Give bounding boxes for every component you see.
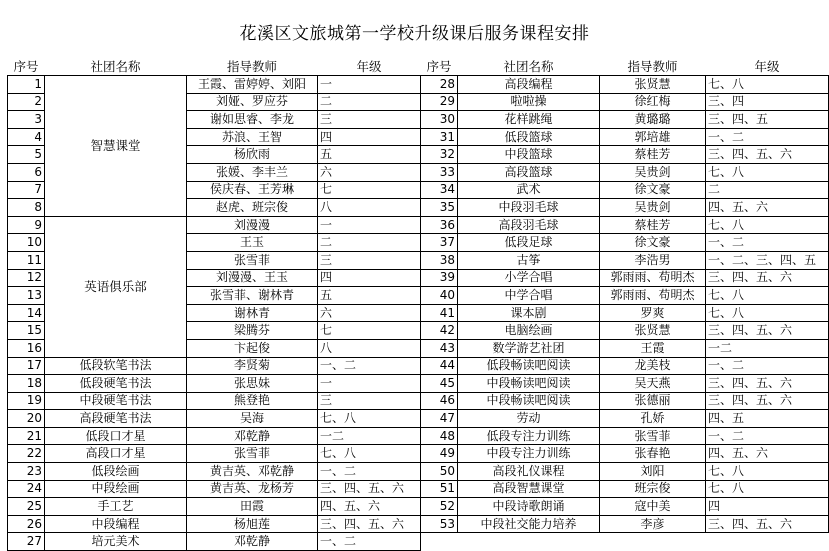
grade-value: 三、四、五、六	[706, 392, 829, 410]
grade-value: 三	[318, 111, 421, 129]
club-name: 高段编程	[458, 76, 600, 94]
club-name-merged: 智慧课堂	[45, 76, 187, 217]
teacher-name: 龙美枝	[600, 357, 706, 375]
club-name: 中段篮球	[458, 146, 600, 164]
club-name: 低段软笔书法	[45, 357, 187, 375]
table-row	[8, 427, 829, 445]
table-body	[8, 57, 829, 551]
teacher-name: 张贤慧	[600, 76, 706, 94]
teacher-name: 刘阳	[600, 463, 706, 481]
row-number: 16	[8, 339, 45, 357]
table-row	[8, 515, 829, 533]
club-name: 武术	[458, 181, 600, 199]
row-number: 49	[421, 445, 458, 463]
header-club: 社团名称	[503, 58, 554, 74]
row-number: 18	[8, 375, 45, 393]
teacher-name: 郭雨雨、苟明杰	[600, 287, 706, 305]
club-name: 低段足球	[458, 234, 600, 252]
grade-value: 一	[318, 216, 421, 234]
club-name: 小学合唱	[458, 269, 600, 287]
row-number: 43	[421, 339, 458, 357]
grade-value: 四	[318, 128, 421, 146]
club-name: 花样跳绳	[458, 111, 600, 129]
header-teacher: 指导教师	[226, 58, 277, 74]
grade-value: 四、五、六	[706, 199, 829, 217]
row-number: 14	[8, 304, 45, 322]
grade-value: 一、二	[706, 234, 829, 252]
row-number: 46	[421, 392, 458, 410]
row-number: 45	[421, 375, 458, 393]
teacher-name: 王霞、雷婷婷、刘阳	[187, 76, 318, 94]
grade-value: 二	[318, 234, 421, 252]
empty-cell	[706, 533, 829, 551]
club-name: 高段篮球	[458, 163, 600, 181]
grade-value: 三、四、五、六	[706, 269, 829, 287]
row-number: 7	[8, 181, 45, 199]
club-name: 高段羽毛球	[458, 216, 600, 234]
table-row	[8, 463, 829, 481]
grade-value: 七、八	[706, 463, 829, 481]
row-number: 10	[8, 234, 45, 252]
teacher-name: 谢如思睿、李龙	[187, 111, 318, 129]
row-number: 39	[421, 269, 458, 287]
club-name: 高段智慧课堂	[458, 480, 600, 498]
grade-value: 五	[318, 146, 421, 164]
schedule-table	[7, 57, 829, 551]
row-number: 9	[8, 216, 45, 234]
row-number: 32	[421, 146, 458, 164]
teacher-name: 邓乾静	[187, 427, 318, 445]
teacher-name: 杨旭莲	[187, 515, 318, 533]
teacher-name: 张雪菲、谢林青	[187, 287, 318, 305]
page-title: 花溪区文旅城第一学校升级课后服务课程安排	[239, 24, 590, 44]
table-row	[8, 216, 829, 234]
row-number: 25	[8, 498, 45, 516]
row-number: 1	[8, 76, 45, 94]
teacher-name: 刘漫漫	[187, 216, 318, 234]
teacher-name: 张贤慧	[600, 322, 706, 340]
teacher-name: 蔡桂芳	[600, 216, 706, 234]
row-number: 29	[421, 93, 458, 111]
grade-value: 二	[706, 181, 829, 199]
grade-value: 七、八	[318, 445, 421, 463]
table-row	[8, 410, 829, 428]
row-number: 26	[8, 515, 45, 533]
teacher-name: 郭雨雨、苟明杰	[600, 269, 706, 287]
grade-value: 一	[318, 375, 421, 393]
row-number: 15	[8, 322, 45, 340]
club-name: 手工艺	[45, 498, 187, 516]
row-number: 34	[421, 181, 458, 199]
grade-value: 四	[318, 269, 421, 287]
club-name: 中段编程	[45, 515, 187, 533]
grade-value: 三	[318, 392, 421, 410]
teacher-name: 徐文豪	[600, 181, 706, 199]
club-name: 高段礼仪课程	[458, 463, 600, 481]
club-name: 中段羽毛球	[458, 199, 600, 217]
teacher-name: 吴海	[187, 410, 318, 428]
empty-cell	[458, 533, 600, 551]
table-row	[8, 392, 829, 410]
row-number: 17	[8, 357, 45, 375]
row-number: 27	[8, 533, 45, 551]
club-name: 中段畅读吧阅读	[458, 375, 600, 393]
row-number: 8	[8, 199, 45, 217]
club-name: 高段硬笔书法	[45, 410, 187, 428]
header-teacher: 指导教师	[627, 58, 678, 74]
teacher-name: 刘漫漫、王玉	[187, 269, 318, 287]
grade-value: 七、八	[706, 216, 829, 234]
grade-value: 五	[318, 287, 421, 305]
grade-value: 三、四	[706, 93, 829, 111]
teacher-name: 张雪菲	[187, 445, 318, 463]
grade-value: 一二	[318, 427, 421, 445]
grade-value: 八	[318, 199, 421, 217]
teacher-name: 张德丽	[600, 392, 706, 410]
grade-value: 七、八	[706, 287, 829, 305]
teacher-name: 谢林青	[187, 304, 318, 322]
grade-value: 一、二	[706, 128, 829, 146]
club-name: 中段绘画	[45, 480, 187, 498]
header-seq: 序号	[426, 58, 452, 74]
row-number: 41	[421, 304, 458, 322]
grade-value: 七、八	[706, 480, 829, 498]
header-seq: 序号	[13, 58, 39, 74]
header-row	[8, 57, 829, 76]
row-number: 3	[8, 111, 45, 129]
teacher-name: 徐文豪	[600, 234, 706, 252]
grade-value: 一、二	[318, 463, 421, 481]
teacher-name: 杨欣雨	[187, 146, 318, 164]
row-number: 42	[421, 322, 458, 340]
club-name: 低段专注力训练	[458, 427, 600, 445]
teacher-name: 张春艳	[600, 445, 706, 463]
teacher-name: 黄吉英、龙杨芳	[187, 480, 318, 498]
empty-cell	[600, 533, 706, 551]
empty-cell	[421, 533, 458, 551]
teacher-name: 王霞	[600, 339, 706, 357]
teacher-name: 徐红梅	[600, 93, 706, 111]
header-club: 社团名称	[90, 58, 141, 74]
grade-value: 三、四、五、六	[706, 322, 829, 340]
club-name: 课本剧	[458, 304, 600, 322]
table-row	[8, 375, 829, 393]
teacher-name: 张雪菲	[600, 427, 706, 445]
row-number: 5	[8, 146, 45, 164]
teacher-name: 黄璐璐	[600, 111, 706, 129]
teacher-name: 侯庆春、王芳琳	[187, 181, 318, 199]
table-row	[8, 445, 829, 463]
club-name: 中段硬笔书法	[45, 392, 187, 410]
teacher-name: 寇中美	[600, 498, 706, 516]
club-name: 啦啦操	[458, 93, 600, 111]
teacher-name: 李贤菊	[187, 357, 318, 375]
club-name: 低段篮球	[458, 128, 600, 146]
grade-value: 一、二	[706, 357, 829, 375]
row-number: 47	[421, 410, 458, 428]
grade-value: 三、四、五	[706, 111, 829, 129]
table-row	[8, 533, 829, 551]
row-number: 19	[8, 392, 45, 410]
grade-value: 六	[318, 163, 421, 181]
grade-value: 一、二	[706, 427, 829, 445]
grade-value: 七、八	[706, 304, 829, 322]
club-name: 高段口才星	[45, 445, 187, 463]
row-number: 50	[421, 463, 458, 481]
row-number: 20	[8, 410, 45, 428]
row-number: 37	[421, 234, 458, 252]
row-number: 35	[421, 199, 458, 217]
club-name: 中段社交能力培养	[458, 515, 600, 533]
grade-value: 四、五、六	[318, 498, 421, 516]
club-name: 数学游艺社团	[458, 339, 600, 357]
teacher-name: 张雪菲	[187, 251, 318, 269]
teacher-name: 吴天燕	[600, 375, 706, 393]
grade-value: 三、四、五、六	[706, 515, 829, 533]
row-number: 52	[421, 498, 458, 516]
teacher-name: 李彦	[600, 515, 706, 533]
grade-value: 七、八	[706, 76, 829, 94]
grade-value: 三、四、五、六	[706, 375, 829, 393]
grade-value: 四、五	[706, 410, 829, 428]
row-number: 12	[8, 269, 45, 287]
teacher-name: 蔡桂芳	[600, 146, 706, 164]
row-number: 31	[421, 128, 458, 146]
grade-value: 七、八	[318, 410, 421, 428]
row-number: 6	[8, 163, 45, 181]
teacher-name: 吴贵剑	[600, 199, 706, 217]
teacher-name: 田霞	[187, 498, 318, 516]
row-number: 28	[421, 76, 458, 94]
table-row	[8, 76, 829, 94]
teacher-name: 黄吉英、邓乾静	[187, 463, 318, 481]
club-name: 培元美术	[45, 533, 187, 551]
row-number: 53	[421, 515, 458, 533]
table-row	[8, 480, 829, 498]
grade-value: 七	[318, 181, 421, 199]
grade-value: 四、五、六	[706, 445, 829, 463]
grade-value: 二	[318, 93, 421, 111]
club-name: 低段口才星	[45, 427, 187, 445]
row-number: 30	[421, 111, 458, 129]
row-number: 21	[8, 427, 45, 445]
teacher-name: 熊登艳	[187, 392, 318, 410]
teacher-name: 孔娇	[600, 410, 706, 428]
club-name: 中学合唱	[458, 287, 600, 305]
row-number: 4	[8, 128, 45, 146]
grade-value: 七、八	[706, 163, 829, 181]
club-name: 低段绘画	[45, 463, 187, 481]
row-number: 48	[421, 427, 458, 445]
row-number: 2	[8, 93, 45, 111]
club-name: 低段畅读吧阅读	[458, 357, 600, 375]
grade-value: 三、四、五、六	[318, 480, 421, 498]
table-row	[8, 357, 829, 375]
grade-value: 三、四、五、六	[706, 146, 829, 164]
teacher-name: 刘娅、罗应芬	[187, 93, 318, 111]
teacher-name: 罗爽	[600, 304, 706, 322]
header-grade: 年级	[356, 58, 382, 74]
club-name: 电脑绘画	[458, 322, 600, 340]
teacher-name: 王玉	[187, 234, 318, 252]
row-number: 22	[8, 445, 45, 463]
teacher-name: 邓乾静	[187, 533, 318, 551]
teacher-name: 苏浪、王智	[187, 128, 318, 146]
grade-value: 一、二	[318, 357, 421, 375]
row-number: 38	[421, 251, 458, 269]
teacher-name: 梁腾芬	[187, 322, 318, 340]
row-number: 24	[8, 480, 45, 498]
grade-value: 六	[318, 304, 421, 322]
row-number: 40	[421, 287, 458, 305]
grade-value: 一、二、三、四、五	[706, 251, 829, 269]
teacher-name: 李浩男	[600, 251, 706, 269]
club-name: 低段硬笔书法	[45, 375, 187, 393]
club-name: 劳动	[458, 410, 600, 428]
row-number: 13	[8, 287, 45, 305]
header-grade: 年级	[754, 58, 780, 74]
grade-value: 一二	[706, 339, 829, 357]
teacher-name: 吴贵剑	[600, 163, 706, 181]
row-number: 36	[421, 216, 458, 234]
table-row	[8, 498, 829, 516]
row-number: 33	[421, 163, 458, 181]
grade-value: 七	[318, 322, 421, 340]
teacher-name: 郭培雄	[600, 128, 706, 146]
grade-value: 一、二	[318, 533, 421, 551]
grade-value: 三、四、五、六	[318, 515, 421, 533]
row-number: 51	[421, 480, 458, 498]
teacher-name: 张思妹	[187, 375, 318, 393]
teacher-name: 赵虎、班宗俊	[187, 199, 318, 217]
club-name: 中段诗歌朗诵	[458, 498, 600, 516]
grade-value: 四	[706, 498, 829, 516]
teacher-name: 班宗俊	[600, 480, 706, 498]
club-name: 中段畅读吧阅读	[458, 392, 600, 410]
club-name: 古筝	[458, 251, 600, 269]
teacher-name: 张媛、李丰兰	[187, 163, 318, 181]
teacher-name: 卞起俊	[187, 339, 318, 357]
club-name-merged: 英语俱乐部	[45, 216, 187, 357]
club-name: 中段专注力训练	[458, 445, 600, 463]
grade-value: 八	[318, 339, 421, 357]
row-number: 11	[8, 251, 45, 269]
grade-value: 三	[318, 251, 421, 269]
row-number: 23	[8, 463, 45, 481]
grade-value: 一	[318, 76, 421, 94]
row-number: 44	[421, 357, 458, 375]
